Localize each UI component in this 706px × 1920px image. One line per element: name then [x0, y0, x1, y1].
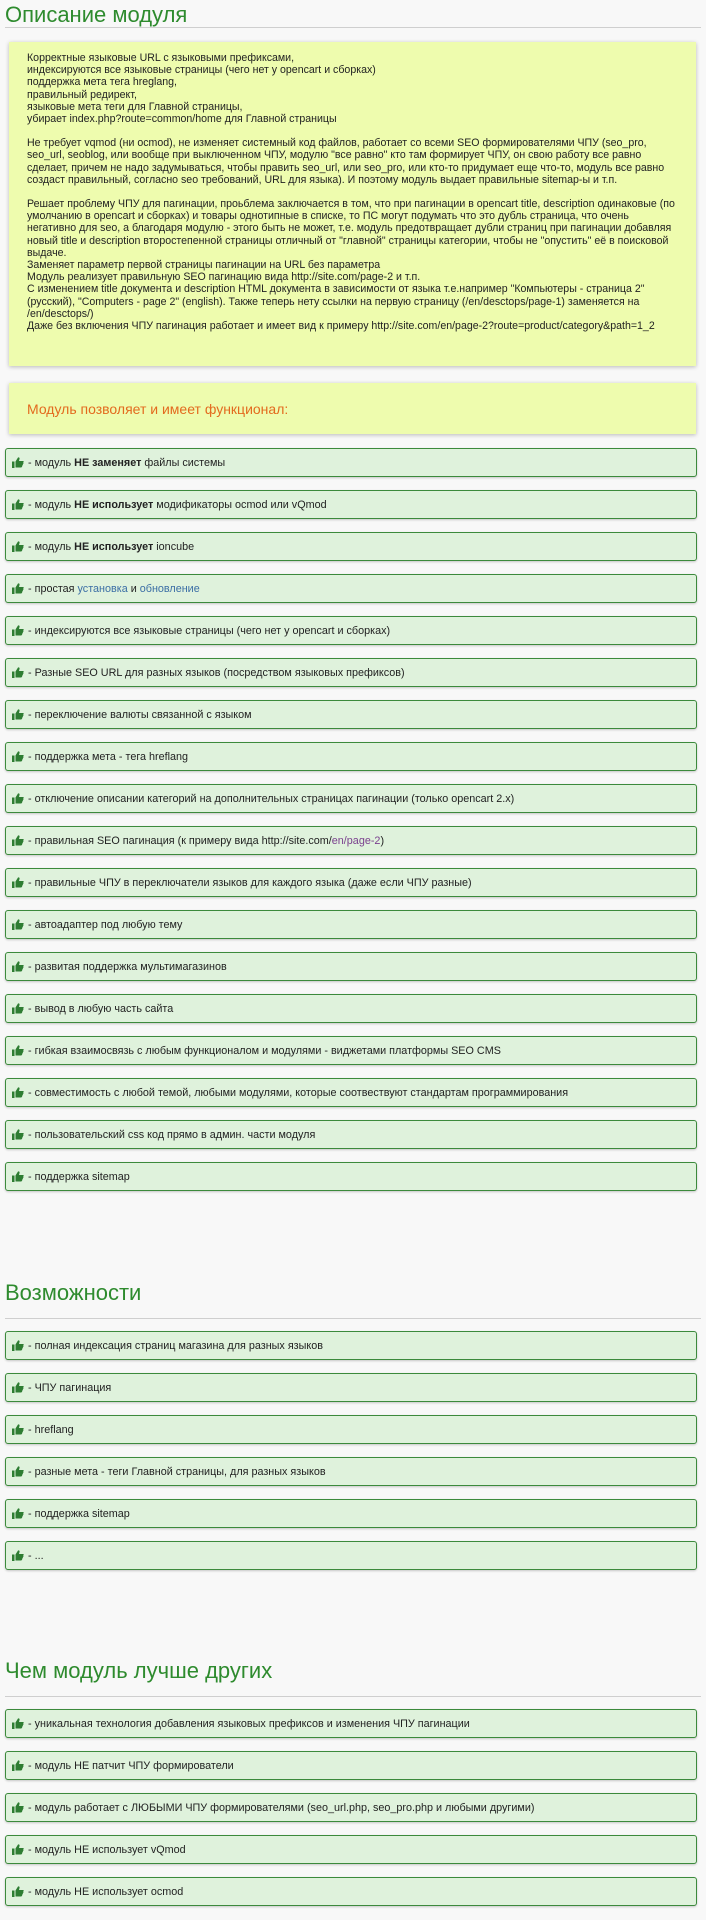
feature-text: - Разные SEO URL для разных языков (посредством языковых префиксов): [28, 666, 405, 679]
thumbs-up-icon: [12, 751, 24, 762]
feature-text: - полная индексация страниц магазина для разных языков: [28, 1339, 323, 1352]
feature-item: [5, 616, 697, 645]
feature-item: [5, 1835, 697, 1864]
thumbs-up-icon: [12, 793, 24, 804]
feature-text: - правильная SEO пагинация (к примеру вида http://site.com/en/page-2): [28, 834, 385, 847]
thumbs-up-icon: [12, 1550, 24, 1561]
thumbs-up-icon: [12, 667, 24, 678]
feature-item: [5, 994, 697, 1023]
desc-line: индексируются все языковые страницы (чего нет у opencart и сборках): [27, 64, 376, 77]
feature-item: [5, 448, 697, 477]
thumbs-up-icon: [12, 1886, 24, 1897]
feature-item: [5, 1415, 697, 1444]
feature-item: [5, 1499, 697, 1528]
feature-item: [5, 952, 697, 981]
thumbs-up-icon: [12, 583, 24, 594]
thumbs-up-icon: [12, 877, 24, 888]
thumbs-up-icon: [12, 709, 24, 720]
feature-item: [5, 1793, 697, 1822]
desc-line: Даже без включения ЧПУ пагинация работает и имеет вид к примеру http://site.com/en/page-2?route=product/category&path=1_2: [27, 320, 655, 333]
thumbs-up-icon: [12, 1045, 24, 1056]
feature-text: - гибкая взаимосвязь с любым функционалом и модулями - виджетами платформы SEO CMS: [28, 1044, 501, 1057]
thumbs-up-icon: [12, 1382, 24, 1393]
section-title-advantages: Чем модуль лучше других: [5, 1658, 273, 1683]
divider: [5, 1318, 701, 1319]
desc-paragraph: Не требует vqmod (ни ocmod), не изменяет системный код файлов, работает со всеми SEO формирователями ЧПУ (seo_pro, seo_url, seoblog, или вообще при выключенном ЧПУ, модулю "все равно" кто там формирует ЧПУ, он свою работу все равно сделает, причем не надо задумываться, чтобы править seo_url, или seo_pro, или кто-то придумает еще что-то, модуль все равно создаст правильный, согласно seo требований, URL для языка). И поэтому модуль выдает правильные sitemap-ы и т.п.: [27, 137, 665, 186]
feature-item: [5, 826, 697, 855]
feature-text: - модуль НЕ использует vQmod: [28, 1843, 186, 1856]
desc-paragraph: С изменением title документа и description HTML документа в зависимости от языка т.е.например "Компьютеры - страница 2" (русский), "Computers - page 2" (english). Также теперь нету ссылки на первую страницу (/en/desctops/page-1) заменяется на /en/desctops/): [27, 283, 645, 320]
desc-line: поддержка мета тега hreglang,: [27, 76, 177, 89]
section-title-description: Описание модуля: [5, 2, 188, 27]
feature-text: - уникальная технология добавления языковых префиксов и изменения ЧПУ пагинации: [28, 1717, 470, 1730]
feature-text: - правильные ЧПУ в переключатели языков для каждого языка (даже если ЧПУ разные): [28, 876, 472, 889]
thumbs-up-icon: [12, 1844, 24, 1855]
feature-text: - развитая поддержка мультимагазинов: [28, 960, 227, 973]
feature-text: - модуль работает с ЛЮБЫМИ ЧПУ формирователями (seo_url.php, seo_pro.php и любыми другими): [28, 1801, 535, 1814]
desc-line: языковые мета теги для Главной страницы,: [27, 100, 243, 113]
divider: [5, 27, 701, 28]
thumbs-up-icon: [12, 1424, 24, 1435]
pagination-example-link[interactable]: en/page-2: [331, 834, 381, 847]
feature-item: [5, 490, 697, 519]
install-link[interactable]: установка: [77, 582, 128, 595]
feature-text: - модуль НЕ патчит ЧПУ формирователи: [28, 1759, 234, 1772]
desc-paragraph: Решает проблему ЧПУ для пагинации, проьблема заключается в том, что при пагинации в opencart title, description одинаковые (по умолчанию в opencart и сборках) и товары однотипные в списке, то ПС могут подумать что это дубль страница, что очень негативно для seo, а благодаря модулю - этого быть не может, т.е. модуль предотвращает дубли страниц при пагинации добавляя новый title и description второстепенной страницы отличный от "главной" страницы категории, чтобы не "опустить" её в поисковой выдаче.: [27, 198, 675, 259]
thumbs-up-icon: [12, 541, 24, 552]
thumbs-up-icon: [12, 1087, 24, 1098]
feature-item: [5, 742, 697, 771]
feature-text: - поддержка sitemap: [28, 1507, 130, 1520]
thumbs-up-icon: [12, 1171, 24, 1182]
feature-item: [5, 1877, 697, 1906]
thumbs-up-icon: [12, 1802, 24, 1813]
functional-title: Модуль позволяет и имеет функционал:: [27, 400, 289, 417]
feature-item: [5, 1162, 697, 1191]
desc-line: Модуль реализует правильную SEO пагинацию вида http://site.com/page-2 и т.п.: [27, 271, 421, 284]
thumbs-up-icon: [12, 919, 24, 930]
desc-line: правильный редирект,: [27, 88, 137, 101]
thumbs-up-icon: [12, 457, 24, 468]
feature-text: - автоадаптер под любую тему: [28, 918, 183, 931]
feature-item: [5, 1541, 697, 1570]
feature-item: [5, 1120, 697, 1149]
feature-text: - поддержка sitemap: [28, 1170, 130, 1183]
feature-text: - ...: [28, 1549, 44, 1562]
thumbs-up-icon: [12, 961, 24, 972]
desc-line: Заменяет параметр первой страницы пагинации на URL без параметра: [27, 259, 381, 272]
thumbs-up-icon: [12, 1718, 24, 1729]
feature-item: [5, 1036, 697, 1065]
feature-item: [5, 700, 697, 729]
feature-item: [5, 910, 697, 939]
feature-item: [5, 1751, 697, 1780]
thumbs-up-icon: [12, 1466, 24, 1477]
feature-text: - совместимость с любой темой, любыми модулями, которые соотвествуют стандартам программирования: [28, 1086, 569, 1099]
thumbs-up-icon: [12, 835, 24, 846]
feature-item: [5, 1331, 697, 1360]
feature-text: - индексируются все языковые страницы (чего нет у opencart и сборках): [28, 624, 391, 637]
thumbs-up-icon: [12, 625, 24, 636]
feature-item: [5, 1709, 697, 1738]
thumbs-up-icon: [12, 1760, 24, 1771]
thumbs-up-icon: [12, 1003, 24, 1014]
update-link[interactable]: обновление: [139, 582, 200, 595]
divider: [5, 1696, 701, 1697]
feature-text: - hreflang: [28, 1423, 74, 1436]
feature-text: - пользовательский css код прямо в админ. части модуля: [28, 1128, 316, 1141]
feature-text: - ЧПУ пагинация: [28, 1381, 112, 1394]
feature-item: [5, 1078, 697, 1107]
feature-text: - модуль НЕ заменяет файлы системы: [28, 456, 226, 469]
thumbs-up-icon: [12, 1508, 24, 1519]
feature-item: [5, 574, 697, 603]
feature-item: [5, 784, 697, 813]
feature-text: - простая установка и обновление: [28, 582, 200, 595]
description-box: [9, 42, 696, 366]
feature-text: - модуль НЕ использует модификаторы ocmod или vQmod: [28, 498, 327, 511]
feature-item: [5, 1373, 697, 1402]
thumbs-up-icon: [12, 1340, 24, 1351]
feature-item: [5, 868, 697, 897]
feature-item: [5, 532, 697, 561]
feature-text: - отключение описании категорий на дополнительных страницах пагинации (только opencart 2.х): [28, 792, 515, 805]
feature-text: - поддержка мета - тега hreflang: [28, 750, 189, 763]
desc-line: Корректные языковые URL с языковыми префиксами,: [27, 52, 295, 64]
section-title-capabilities: Возможности: [5, 1280, 142, 1305]
feature-item: [5, 658, 697, 687]
thumbs-up-icon: [12, 499, 24, 510]
feature-text: - модуль НЕ использует ioncube: [28, 540, 195, 553]
thumbs-up-icon: [12, 1129, 24, 1140]
feature-text: - переключение валюты связанной с языком: [28, 708, 252, 721]
functional-box: [9, 383, 696, 434]
feature-text: - разные мета - теги Главной страницы, для разных языков: [28, 1465, 326, 1478]
desc-line: убирает index.php?route=common/home для Главной страницы: [27, 113, 337, 126]
feature-text: - модуль НЕ использует ocmod: [28, 1885, 184, 1898]
feature-text: - вывод в любую часть сайта: [28, 1002, 174, 1015]
feature-item: [5, 1457, 697, 1486]
